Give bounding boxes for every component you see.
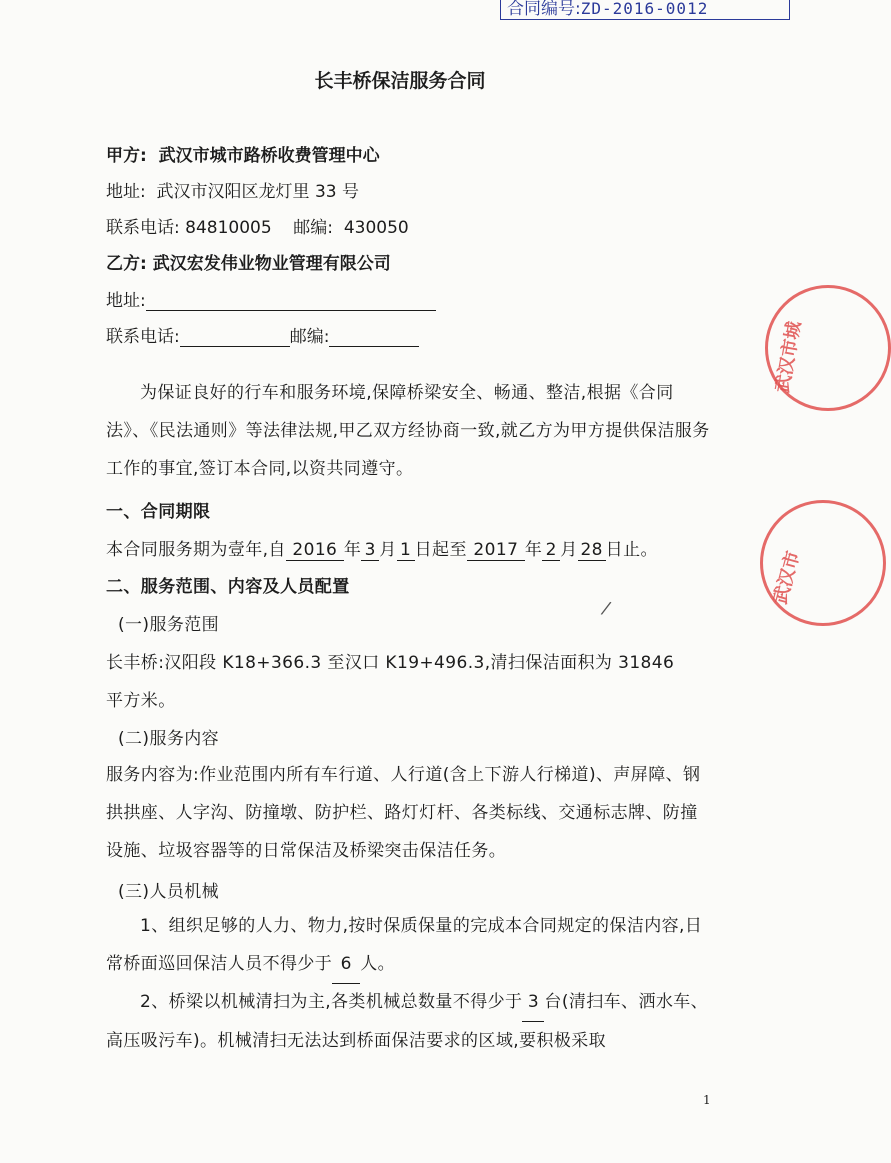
contract-number-label: 合同编号:	[507, 0, 581, 19]
section-1-heading: 一、合同期限	[106, 502, 211, 522]
staff-paragraph	[106, 907, 712, 984]
term-years: 壹年	[227, 540, 263, 560]
term-from: ,自	[262, 540, 286, 560]
party-b-line	[106, 249, 391, 274]
party-a-phone: 84810005	[185, 218, 272, 238]
end-year: 2017	[467, 540, 525, 561]
party-b-postcode-blank	[329, 328, 419, 347]
start-year: 2016	[286, 540, 344, 561]
party-b-name: 武汉宏发伟业物业管理有限公司	[152, 254, 391, 274]
contract-number-value: ZD-2016-0012	[580, 0, 709, 18]
party-a-line	[106, 141, 380, 166]
end-day: 28	[578, 540, 606, 561]
party-b-phone-label: 联系电话:	[106, 327, 180, 347]
party-a-address: 武汉市汉阳区龙灯里 33 号	[156, 182, 359, 202]
staff-suffix: 人。	[360, 954, 396, 974]
party-a-name: 武汉市城市路桥收费管理中心	[158, 146, 380, 166]
party-a-address-label: 地址:	[106, 182, 146, 202]
start-month: 3	[361, 540, 379, 561]
party-a-address-line	[106, 177, 359, 202]
staff-prefix: 1、组织足够的人力、物力,按时保质保量的完成本合同规定的保洁内容,日常桥面巡回保洁人员不得少于	[106, 916, 703, 974]
machine-prefix: 2、桥梁以机械清扫为主,各类机械总数量不得少于	[140, 992, 523, 1012]
unit-year-2: 年	[524, 540, 543, 560]
party-a-phone-label: 联系电话:	[106, 218, 180, 238]
scope-line-1: 长丰桥:汉阳段 K18+366.3 至汉口 K19+496.3,清扫保洁面积为 31846	[106, 653, 675, 673]
page-title: 长丰桥保洁服务合同	[314, 70, 486, 92]
content-paragraph: 服务内容为:作业范围内所有车行道、人行道(含上下游人行梯道)、声屏障、钢拱拱座、人字沟、防撞墩、防护栏、路灯灯杆、各类标线、交通标志牌、防撞设施、垃圾容器等的日常保洁及桥梁突击保洁任务。	[106, 765, 701, 861]
party-b-address-label: 地址:	[106, 291, 146, 311]
party-b-label: 乙方:	[106, 254, 147, 274]
unit-month-1: 月	[379, 540, 397, 560]
end-suffix: 日止。	[605, 540, 658, 560]
subsection-3-heading: (三)人员机械	[118, 882, 220, 902]
seal-text-bottom: 武汉市	[769, 548, 805, 607]
party-b-phone-blank	[180, 328, 290, 347]
party-a-postcode-label: 邮编:	[293, 218, 334, 238]
section-2-heading: 二、服务范围、内容及人员配置	[106, 577, 350, 597]
page-number: 1	[703, 1093, 711, 1107]
pen-mark: /	[599, 597, 613, 620]
party-b-address-blank	[146, 292, 436, 311]
party-a-contact-line	[106, 213, 409, 238]
unit-month-2: 月	[560, 540, 578, 560]
machine-suffix: 台(清扫车、洒水车、高压吸污车)。机械清扫无法达到桥面保洁要求的区域,要积极采取	[106, 992, 709, 1051]
term-prefix: 本合同服务期为	[106, 540, 228, 560]
contract-number-box	[500, 0, 790, 20]
start-day: 1	[397, 540, 415, 561]
party-a-postcode: 430050	[343, 218, 409, 238]
subsection-2-heading: (二)服务内容	[118, 729, 220, 749]
seal-text-top: 武汉市城	[771, 319, 806, 395]
start-suffix: 日起至	[414, 540, 467, 560]
staff-count: 6	[332, 945, 360, 984]
party-b-contact-line	[106, 322, 419, 347]
party-b-address-line	[106, 286, 436, 311]
machine-count: 3	[522, 983, 544, 1022]
subsection-1-heading: (一)服务范围	[118, 615, 220, 635]
scope-line-2: 平方米。	[106, 691, 176, 711]
end-month: 2	[542, 540, 560, 561]
term-line	[106, 535, 658, 561]
party-a-label: 甲方:	[106, 146, 147, 166]
machine-paragraph	[106, 983, 712, 1060]
intro-paragraph: 为保证良好的行车和服务环境,保障桥梁安全、畅通、整洁,根据《合同法》、《民法通则》等法律法规,甲乙双方经协商一致,就乙方为甲方提供保洁服务工作的事宜,签订本合同,以资共同遵守。	[106, 383, 710, 479]
party-b-postcode-label: 邮编:	[289, 327, 330, 347]
unit-year-1: 年	[343, 540, 362, 560]
